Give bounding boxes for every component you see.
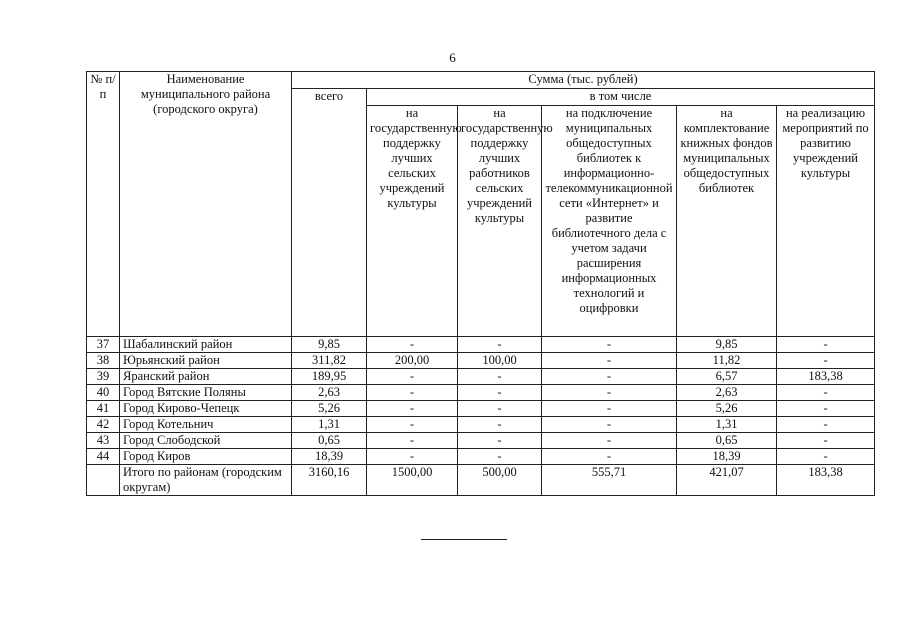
page-number: 6 bbox=[449, 50, 456, 65]
row-v5: - bbox=[777, 449, 875, 465]
row-v5: - bbox=[777, 433, 875, 449]
totals-v5: 183,38 bbox=[777, 465, 875, 496]
table-row bbox=[87, 337, 875, 353]
row-v1: - bbox=[367, 449, 458, 465]
row-v2: - bbox=[458, 417, 542, 433]
header-sub-4: на комплектование книжных фондов муниципальных общедоступных библиотек bbox=[677, 106, 777, 337]
row-name: Город Кирово-Чепецк bbox=[120, 401, 292, 417]
row-v4: 6,57 bbox=[677, 369, 777, 385]
row-v3: - bbox=[542, 449, 677, 465]
header-sub-3: на подключение муниципальных общедоступных библиотек к информационно-телекоммуникационной сети «Интернет» и развитие библиотечного дела с учетом задачи расширения информационных технологий и оцифровки bbox=[542, 106, 677, 337]
row-name: Город Котельнич bbox=[120, 417, 292, 433]
row-v3: - bbox=[542, 337, 677, 353]
row-total: 9,85 bbox=[292, 337, 367, 353]
row-name: Город Слободской bbox=[120, 433, 292, 449]
row-num: 38 bbox=[87, 353, 120, 369]
table-row bbox=[87, 385, 875, 401]
row-v4: 1,31 bbox=[677, 417, 777, 433]
row-name: Город Киров bbox=[120, 449, 292, 465]
row-v3: - bbox=[542, 401, 677, 417]
totals-row bbox=[87, 465, 875, 496]
row-v4: 18,39 bbox=[677, 449, 777, 465]
row-v1: - bbox=[367, 401, 458, 417]
row-v2: - bbox=[458, 401, 542, 417]
row-num: 37 bbox=[87, 337, 120, 353]
row-v5: - bbox=[777, 417, 875, 433]
table-row bbox=[87, 417, 875, 433]
table-row bbox=[87, 369, 875, 385]
row-total: 189,95 bbox=[292, 369, 367, 385]
totals-v1: 1500,00 bbox=[367, 465, 458, 496]
row-v2: - bbox=[458, 433, 542, 449]
row-v5: - bbox=[777, 337, 875, 353]
row-v2: 100,00 bbox=[458, 353, 542, 369]
table-row bbox=[87, 401, 875, 417]
row-v3: - bbox=[542, 369, 677, 385]
row-v2: - bbox=[458, 385, 542, 401]
row-v1: - bbox=[367, 385, 458, 401]
row-v2: - bbox=[458, 337, 542, 353]
row-num: 39 bbox=[87, 369, 120, 385]
header-name: Наименование муниципального района (городского округа) bbox=[120, 72, 292, 337]
row-num: 42 bbox=[87, 417, 120, 433]
row-v4: 5,26 bbox=[677, 401, 777, 417]
row-v3: - bbox=[542, 417, 677, 433]
row-name: Юрьянский район bbox=[120, 353, 292, 369]
totals-num bbox=[87, 465, 120, 496]
row-v1: - bbox=[367, 369, 458, 385]
row-total: 18,39 bbox=[292, 449, 367, 465]
row-v3: - bbox=[542, 353, 677, 369]
totals-name: Итого по районам (городским округам) bbox=[120, 465, 292, 496]
row-v1: 200,00 bbox=[367, 353, 458, 369]
totals-total: 3160,16 bbox=[292, 465, 367, 496]
header-sum: Сумма (тыс. рублей) bbox=[292, 72, 875, 89]
row-total: 0,65 bbox=[292, 433, 367, 449]
row-v4: 9,85 bbox=[677, 337, 777, 353]
row-v4: 11,82 bbox=[677, 353, 777, 369]
row-v3: - bbox=[542, 385, 677, 401]
totals-v3: 555,71 bbox=[542, 465, 677, 496]
row-total: 2,63 bbox=[292, 385, 367, 401]
row-num: 44 bbox=[87, 449, 120, 465]
header-sub-5: на реализацию мероприятий по развитию учреждений культуры bbox=[777, 106, 875, 337]
row-name: Шабалинский район bbox=[120, 337, 292, 353]
totals-v2: 500,00 bbox=[458, 465, 542, 496]
row-v2: - bbox=[458, 449, 542, 465]
table-row bbox=[87, 449, 875, 465]
row-name: Яранский район bbox=[120, 369, 292, 385]
row-v1: - bbox=[367, 337, 458, 353]
header-sub-1: на государственную поддержку лучших сельских учреждений культуры bbox=[367, 106, 458, 337]
row-v5: - bbox=[777, 401, 875, 417]
row-num: 41 bbox=[87, 401, 120, 417]
table-row bbox=[87, 353, 875, 369]
header-num: № п/п bbox=[87, 72, 120, 337]
table-row bbox=[87, 433, 875, 449]
row-v4: 0,65 bbox=[677, 433, 777, 449]
separator-line bbox=[421, 539, 507, 540]
subsidy-table bbox=[86, 71, 875, 496]
row-v3: - bbox=[542, 433, 677, 449]
row-v4: 2,63 bbox=[677, 385, 777, 401]
row-v5: - bbox=[777, 353, 875, 369]
row-v5: 183,38 bbox=[777, 369, 875, 385]
row-total: 311,82 bbox=[292, 353, 367, 369]
header-sub-2: на государственную поддержку лучших работников сельских учреждений культуры bbox=[458, 106, 542, 337]
row-num: 40 bbox=[87, 385, 120, 401]
totals-v4: 421,07 bbox=[677, 465, 777, 496]
row-v2: - bbox=[458, 369, 542, 385]
header-total: всего bbox=[292, 89, 367, 337]
row-total: 1,31 bbox=[292, 417, 367, 433]
row-total: 5,26 bbox=[292, 401, 367, 417]
row-num: 43 bbox=[87, 433, 120, 449]
header-including: в том числе bbox=[367, 89, 875, 106]
row-v1: - bbox=[367, 433, 458, 449]
row-v1: - bbox=[367, 417, 458, 433]
row-name: Город Вятские Поляны bbox=[120, 385, 292, 401]
row-v5: - bbox=[777, 385, 875, 401]
